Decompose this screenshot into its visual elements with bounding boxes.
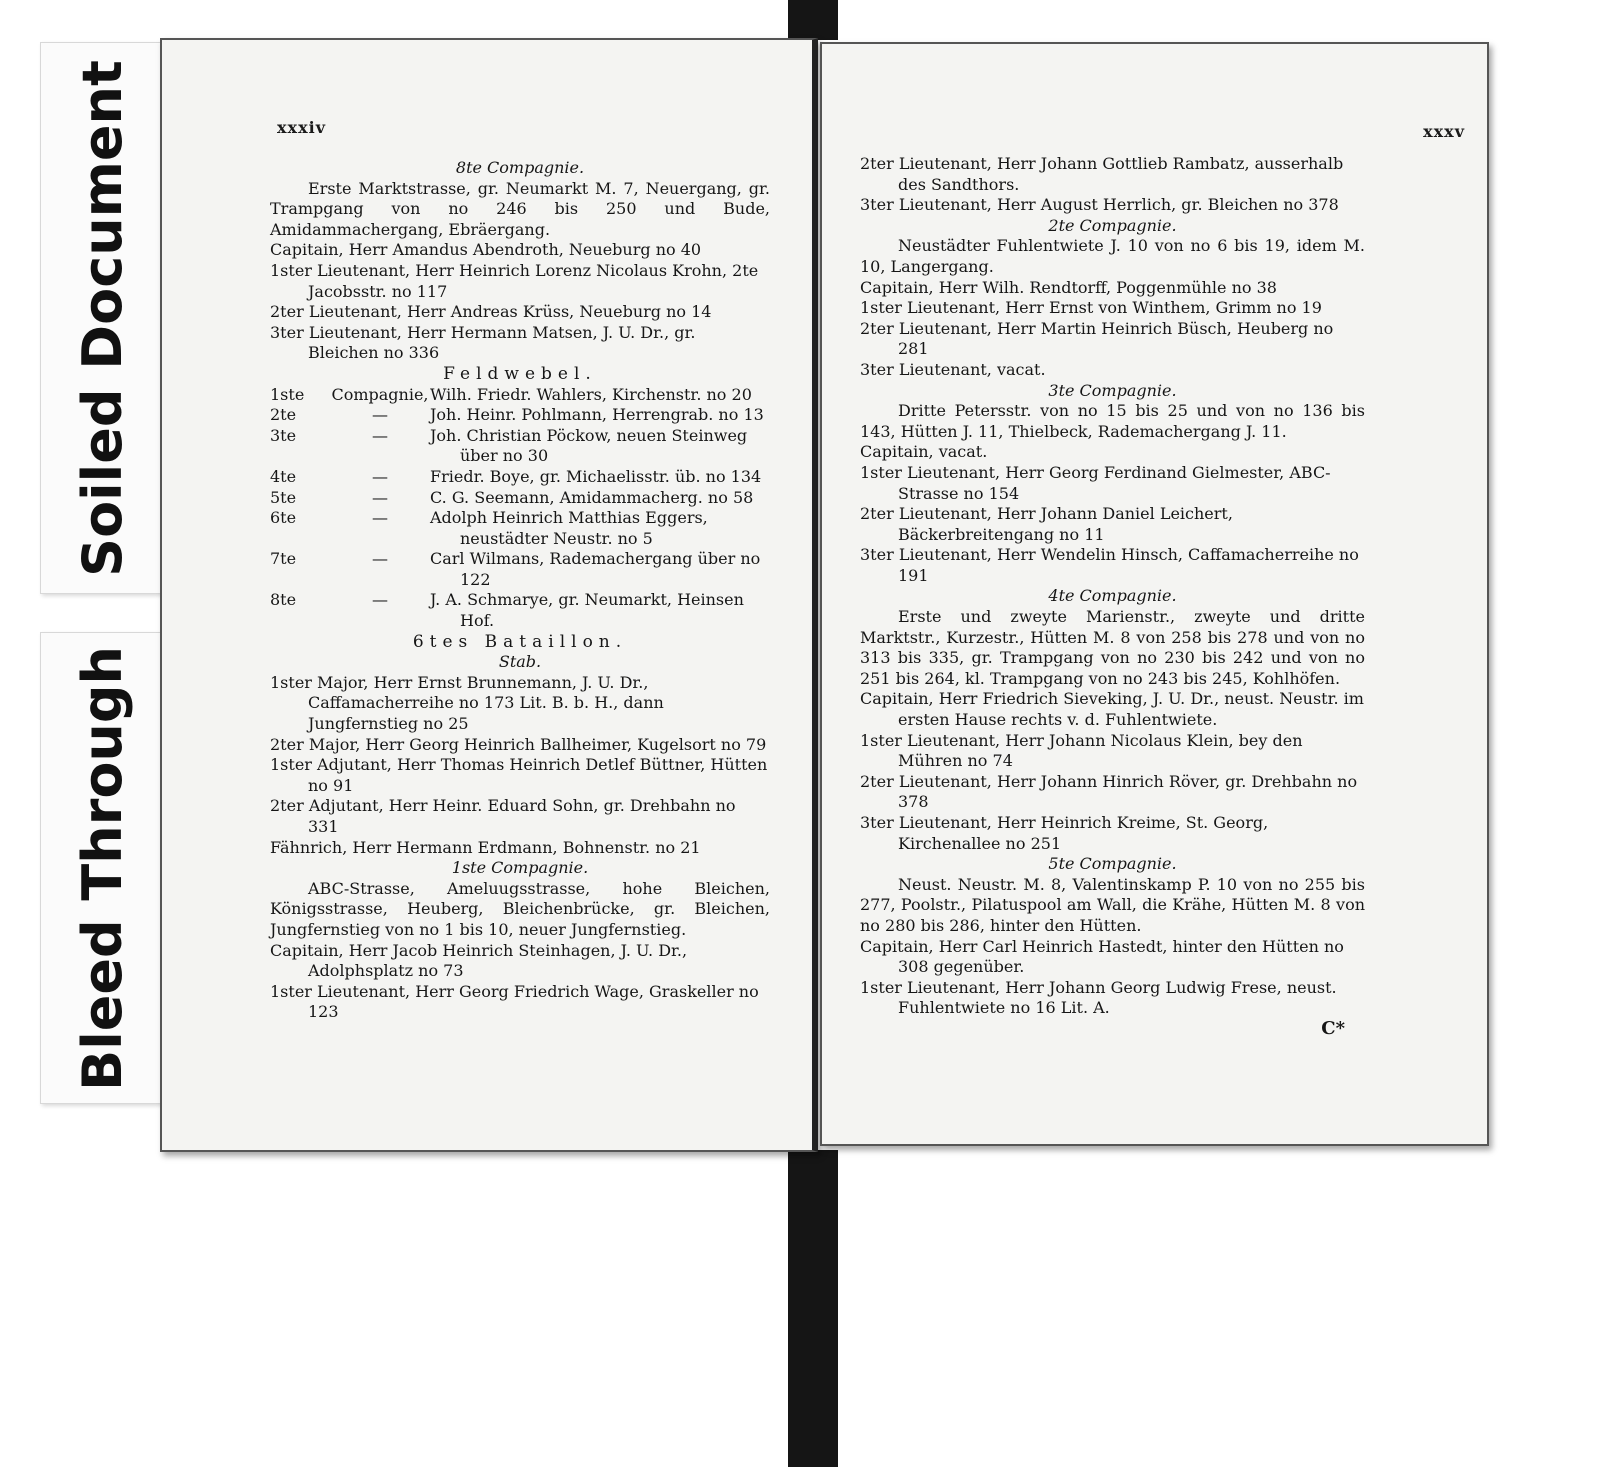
officer-entry: 2ter Lieutenant, Herr Johann Hinrich Röver, gr. Drehbahn no 378 [860, 771, 1358, 812]
section-heading: 5te Compagnie. [1048, 854, 1177, 874]
section-heading: 8te Compagnie. [455, 158, 585, 177]
officer-entry: 2ter Lieutenant, Herr Martin Heinrich Büsch, Heuberg no 281 [860, 318, 1334, 359]
left-page [160, 38, 818, 1152]
officer-entry: 1ster Lieutenant, Herr Heinrich Lorenz Nicolaus Krohn, 2te Jacobsstr. no 117 [270, 260, 759, 301]
soiled-document-text: Soiled Document [70, 59, 134, 577]
feldwebel-c1: 8te [270, 590, 297, 610]
feldwebel-c3: Joh. Heinr. Pohlmann, Herrengrab. no 13 [430, 405, 764, 425]
feldwebel-c2: Compagnie, [331, 384, 429, 404]
section-heading: 2te Compagnie. [1048, 215, 1177, 235]
feldwebel-c2: — [372, 549, 388, 569]
officer-entry: 2ter Major, Herr Georg Heinrich Ballheimer, Kugelsort no 79 [270, 734, 767, 754]
right-page [820, 42, 1489, 1146]
officer-entry: 3ter Lieutenant, Herr Heinrich Kreime, St. Georg, Kirchenallee no 251 [860, 813, 1269, 853]
officer-entry: 2ter Lieutenant, Herr Johann Gottlieb Rambatz, ausserhalb des Sandthors. [860, 154, 1344, 194]
officer-entry: Capitain, Herr Friedrich Sieveking, J. U. Dr., neust. Neustr. im ersten Hause rechts v. d. Fuhlentwiete. [860, 689, 1364, 730]
officer-entry: 2ter Lieutenant, Herr Andreas Krüss, Neueburg no 14 [270, 302, 712, 322]
spine-bottom [788, 1150, 838, 1467]
section-heading: Stab. [498, 652, 542, 672]
feldwebel-row [270, 549, 770, 590]
feldwebel-c3: Carl Wilmans, Rademachergang über no 122 [430, 549, 761, 589]
officer-entry: 3ter Lieutenant, Herr Hermann Matsen, J. U. Dr., gr. Bleichen no 336 [270, 322, 696, 363]
spine-top [788, 0, 838, 40]
district-paragraph: Dritte Petersstr. von no 15 bis 25 und von no 136 bis 143, Hütten J. 11, Thielbeck, Rademachergang J. 11. [860, 401, 1365, 441]
bleed-through-label [40, 632, 164, 1104]
feldwebel-c2: — [372, 405, 388, 425]
battalion-heading: 6tes Bataillon. [412, 631, 628, 652]
feldwebel-c1: 7te [270, 549, 297, 569]
feldwebel-c3: C. G. Seemann, Amidammacherg. no 58 [430, 487, 754, 507]
feldwebel-c3: Friedr. Boye, gr. Michaelisstr. üb. no 134 [430, 466, 762, 486]
feldwebel-c2: — [372, 466, 388, 486]
officer-entry: 2ter Adjutant, Herr Heinr. Eduard Sohn, gr. Drehbahn no 331 [270, 796, 736, 836]
feldwebel-row [270, 467, 770, 488]
feldwebel-row [270, 488, 770, 509]
feldwebel-row [270, 590, 770, 631]
bleed-through-text: Bleed Through [70, 645, 134, 1091]
officer-entry: Capitain, Herr Amandus Abendroth, Neueburg no 40 [270, 240, 702, 260]
feldwebel-c1: 1ste [270, 384, 305, 404]
feldwebel-c2: — [372, 425, 388, 445]
feldwebel-c3: Adolph Heinrich Matthias Eggers, neustädter Neustr. no 5 [430, 508, 708, 548]
district-paragraph: Neustädter Fuhlentwiete J. 10 von no 6 bis 19, idem M. 10, Langergang. [860, 236, 1365, 276]
feldwebel-c1: 3te [270, 425, 297, 445]
district-paragraph: ABC-Strasse, Ameluugsstrasse, hohe Bleichen, Königsstrasse, Heuberg, Bleichenbrücke, gr. Bleichen, Jungfernstieg von no 1 bis 10, neuer Jungfernstieg. [270, 878, 770, 939]
feldwebel-c1: 4te [270, 466, 297, 486]
signature-mark: C* [1321, 1017, 1345, 1039]
feldwebel-c2: — [372, 508, 388, 528]
feldwebel-c1: 2te [270, 405, 297, 425]
officer-entry: 1ster Major, Herr Ernst Brunnemann, J. U. Dr., Caffamacherreihe no 173 Lit. B. b. H., dann Jungfernstieg no 25 [270, 672, 664, 734]
feldwebel-row [270, 426, 770, 467]
feldwebel-c3: Wilh. Friedr. Wahlers, Kirchenstr. no 20 [430, 384, 752, 404]
officer-entry: Capitain, vacat. [860, 442, 988, 462]
feldwebel-c1: 6te [270, 508, 297, 528]
right-page-number: xxxv [1423, 122, 1465, 141]
battalion-heading: Feldwebel. [443, 363, 597, 384]
section-heading: 4te Compagnie. [1048, 586, 1177, 606]
left-page-content [270, 158, 770, 1023]
soiled-document-label [40, 42, 164, 594]
officer-entry: Fähnrich, Herr Hermann Erdmann, Bohnenstr. no 21 [270, 837, 701, 857]
district-paragraph: Neust. Neustr. M. 8, Valentinskamp P. 10 von no 255 bis 277, Poolstr., Pilatuspool am Wall, die Krähe, Hütten M. 8 von no 280 bis 286, hinter den Hütten. [860, 874, 1365, 935]
left-page-number: xxxiv [277, 118, 326, 137]
officer-entry: 3ter Lieutenant, Herr Wendelin Hinsch, Caffamacherreihe no 191 [860, 545, 1359, 585]
officer-entry: 2ter Lieutenant, Herr Johann Daniel Leichert, Bäckerbreitengang no 11 [860, 504, 1233, 544]
feldwebel-c3: Joh. Christian Pöckow, neuen Steinweg über no 30 [430, 425, 748, 466]
officer-entry: 1ster Lieutenant, Herr Georg Friedrich Wage, Graskeller no 123 [270, 981, 759, 1022]
district-paragraph: Erste und zweyte Marienstr., zweyte und dritte Marktstr., Kurzestr., Hütten M. 8 von 258 bis 278 und von no 313 bis 335, gr. Trampgang von no 230 bis 242 und von no 251 bis 264, kl. Trampgang von no 243 bis 245, Kohlhöfen. [860, 607, 1365, 688]
feldwebel-row [270, 385, 770, 406]
officer-entry: Capitain, Herr Jacob Heinrich Steinhagen, J. U. Dr., Adolphsplatz no 73 [270, 940, 688, 981]
feldwebel-c1: 5te [270, 487, 297, 507]
officer-entry: 1ster Lieutenant, Herr Ernst von Winthem, Grimm no 19 [860, 298, 1322, 318]
feldwebel-row [270, 508, 770, 549]
officer-entry: 3ter Lieutenant, vacat. [860, 359, 1046, 379]
feldwebel-c2: — [372, 590, 388, 610]
officer-entry: 1ster Adjutant, Herr Thomas Heinrich Detlef Büttner, Hütten no 91 [270, 755, 768, 795]
officer-entry: Capitain, Herr Wilh. Rendtorff, Poggenmühle no 38 [860, 277, 1277, 297]
section-heading: 3te Compagnie. [1048, 380, 1177, 400]
officer-entry: 3ter Lieutenant, Herr August Herrlich, gr. Bleichen no 378 [860, 195, 1339, 215]
officer-entry: 1ster Lieutenant, Herr Johann Georg Ludwig Frese, neust. Fuhlentwiete no 16 Lit. A. [860, 977, 1337, 1018]
officer-entry: Capitain, Herr Carl Heinrich Hastedt, hinter den Hütten no 308 gegenüber. [860, 936, 1344, 977]
right-page-content [860, 154, 1365, 1040]
feldwebel-row [270, 405, 770, 426]
officer-entry: 1ster Lieutenant, Herr Johann Nicolaus Klein, bey den Mühren no 74 [860, 730, 1303, 771]
section-heading: 1ste Compagnie. [451, 858, 589, 878]
officer-entry: 1ster Lieutenant, Herr Georg Ferdinand Gielmester, ABC-Strasse no 154 [860, 462, 1331, 503]
feldwebel-c3: J. A. Schmarye, gr. Neumarkt, Heinsen Hof. [430, 590, 744, 631]
feldwebel-c2: — [372, 487, 388, 507]
district-paragraph: Erste Marktstrasse, gr. Neumarkt M. 7, Neuergang, gr. Trampgang von no 246 bis 250 und Bude, Amidammachergang, Ebräergang. [270, 178, 770, 239]
